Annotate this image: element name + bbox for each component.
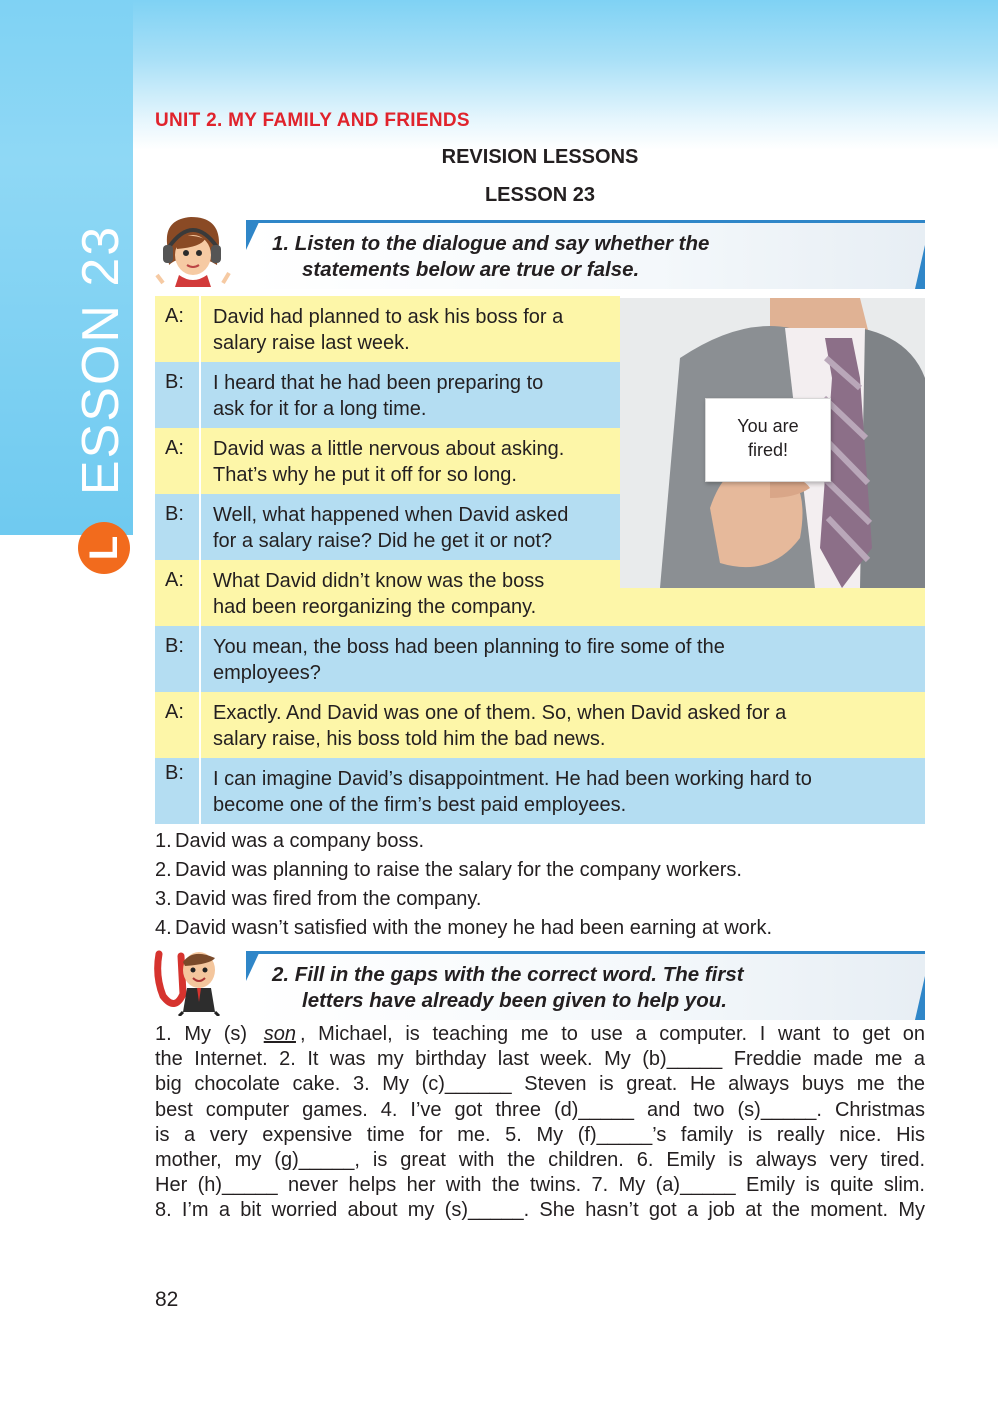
dialogue-row <box>155 758 925 824</box>
dialogue-row <box>155 428 620 494</box>
banner-corner-left <box>246 220 260 250</box>
speaker-label: B: <box>155 626 201 692</box>
dialogue-text: What David didn’t know was the boss had been reorganizing the company. <box>213 570 545 618</box>
list-item: 1. David was a company boss. <box>155 830 425 852</box>
speaker-label: A: <box>155 296 201 362</box>
task1-banner <box>248 220 925 289</box>
speaker-label: B: <box>155 758 201 824</box>
dialogue-text: I heard that he had been preparing to ask for it for a long time. <box>213 372 544 420</box>
dialogue-row <box>155 362 620 428</box>
lesson-title: LESSON 23 <box>484 184 596 206</box>
dialogue-text: I can imagine David’s disappointment. He had been working hard to become one of the firm’s best paid employees. <box>213 768 812 816</box>
dialogue-text: Exactly. And David was one of them. So, when David asked for a salary raise, his boss told him the bad news. <box>213 702 787 750</box>
task1-instruction: 1. Listen to the dialogue and say whether the statements below are true or false. <box>272 232 710 281</box>
revision-title: REVISION LESSONS <box>441 146 639 168</box>
dialogue-row <box>155 626 925 692</box>
speaker-label: A: <box>155 692 201 758</box>
list-item: 4. David wasn’t satisfied with the money he had been earning at work. <box>155 917 773 939</box>
statement-list <box>155 827 925 943</box>
listening-girl-icon <box>153 213 231 287</box>
list-item: 2. David was planning to raise the salary for the company workers. <box>155 859 742 881</box>
gapfill-line: 8. I’m a bit worried about my (s)_____. She hasn’t got a job at the moment. My <box>155 1199 925 1222</box>
dialogue-row <box>155 692 925 758</box>
gapfill-line: 1. My (s) son , Michael, is teaching me to use a computer. I want to get on <box>155 1023 925 1045</box>
task2-banner <box>248 951 925 1020</box>
dialogue-row <box>155 296 620 362</box>
example-answer: son <box>263 1023 296 1045</box>
unit-title: UNIT 2. MY FAMILY AND FRIENDS <box>155 110 470 131</box>
gapfill-paragraph <box>155 1022 925 1224</box>
dialogue-text: David was a little nervous about asking. That’s why he put it off for so long. <box>213 438 565 486</box>
dialogue-text: You mean, the boss had been planning to fire some of the employees? <box>213 636 725 684</box>
dialogue-text: Well, what happened when David asked for a salary raise? Did he get it or not? <box>213 504 569 552</box>
speaker-label: B: <box>155 362 201 428</box>
side-lesson-initial: L <box>78 522 130 574</box>
header-band <box>0 0 998 150</box>
speaker-label: A: <box>155 560 201 626</box>
side-lesson-label: ESSON 23 <box>72 224 130 496</box>
fired-card: You are fired! <box>705 398 831 482</box>
list-item: 3. David was fired from the company. <box>155 888 482 910</box>
gapfill-line: is a very expensive time for me. 5. My (f)_____’s family is really nice. His <box>155 1123 925 1146</box>
page-number: 82 <box>155 1288 179 1311</box>
gapfill-line: big chocolate cake. 3. My (c)______ Steven is great. He always buys me the <box>155 1073 925 1096</box>
banner-corner-left <box>246 951 260 981</box>
dialogue-row <box>155 494 620 560</box>
banner-corner-right <box>915 976 925 1020</box>
letter-boy-icon <box>153 946 233 1016</box>
speaker-label: A: <box>155 428 201 494</box>
gapfill-line: the Internet. 2. It was my birthday last week. My (b)_____ Freddie made me a <box>155 1048 925 1071</box>
speaker-label: B: <box>155 494 201 560</box>
gapfill-line: best computer games. 4. I’ve got three (d)_____ and two (s)_____. Christmas <box>155 1098 925 1121</box>
banner-corner-right <box>915 245 925 289</box>
gapfill-line: Her (h)_____ never helps her with the twins. 7. My (a)_____ Emily is quite slim. <box>155 1174 925 1197</box>
dialogue-text: David had planned to ask his boss for a salary raise last week. <box>213 306 564 354</box>
task2-instruction: 2. Fill in the gaps with the correct word. The first letters have already been given to help you. <box>272 963 744 1012</box>
gapfill-line: mother, my (g)_____, is great with the children. 6. Emily is always very tired. <box>155 1149 925 1172</box>
